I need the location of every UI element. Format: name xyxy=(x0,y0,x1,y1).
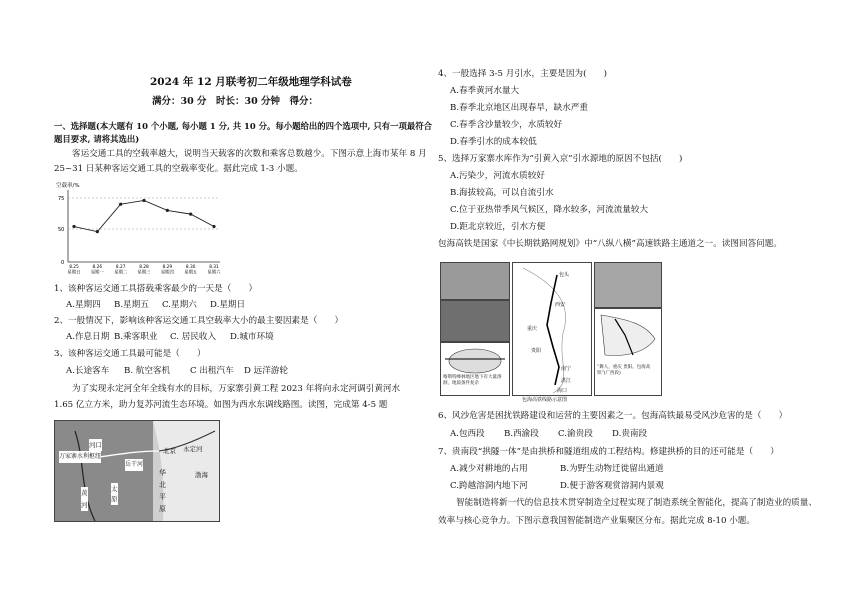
q3-option-d: D 远洋游轮 xyxy=(244,366,288,376)
q7-option-a: A.减少对耕地的占用 xyxy=(450,464,528,474)
q7-option-c: C.跨越溶洞内地下河 xyxy=(450,481,528,491)
label-beijing: 北京 xyxy=(163,447,176,455)
q2-option-d: D.城市环境 xyxy=(230,332,274,342)
karst-note: 喀斯特峰林地区地下有大量溶洞，地质条件复杂 xyxy=(443,375,502,386)
q2-option-a: A.作息日期 xyxy=(66,332,110,342)
page-title: 2024 年 12 月联考初二年级地理学科试卷 xyxy=(150,76,352,88)
x-tick-label: 星期五 xyxy=(184,270,198,276)
x-tick-label: 8.27 xyxy=(115,265,126,270)
section-heading-cont: 题目要求, 请将其选出) xyxy=(54,134,140,144)
city-guiyang: 贵阳 xyxy=(531,348,542,354)
question-3: 3、该种客运交通工具最可能是（ ） xyxy=(54,349,206,359)
intro-q8-10: 智能制造将新一代的信息技术贯穿制造全过程实现了制造系统全智能化，提高了制造业的质量、 xyxy=(456,498,817,508)
label-yuan: 原 xyxy=(159,505,166,513)
q1-option-a: A.星期四 xyxy=(66,300,101,310)
ytick-0: 0 xyxy=(61,260,65,266)
q6-option-c: C.渝贵段 xyxy=(558,429,593,439)
tunnel-diagram xyxy=(440,342,510,396)
data-point xyxy=(166,209,169,212)
x-tick-label: 星期三 xyxy=(137,270,151,276)
occupancy-chart xyxy=(54,178,224,276)
route-map xyxy=(512,262,592,396)
data-point xyxy=(212,225,215,228)
q4-option-a: A.春季黄河水量大 xyxy=(450,86,520,96)
question-1: 1、该种客运交通工具搭载乘客最少的一天是（ ） xyxy=(54,284,258,294)
q1-option-b: B.星期五 xyxy=(114,300,149,310)
label-he: 河 xyxy=(81,501,88,509)
x-tick-label: 8.25 xyxy=(69,265,79,270)
question-2: 2、一般情况下，影响该种客运交通工具空载率大小的最主要因素是（ ） xyxy=(54,316,344,326)
q2-option-c: C. 居民收入 xyxy=(170,332,217,342)
q6-option-b: B.西渝段 xyxy=(504,429,539,439)
guangxi-note: “舞人，重庆 贵阳。包海高铁”(广西段) xyxy=(597,365,651,376)
karst-photo xyxy=(440,300,510,342)
x-tick-label: 星期日 xyxy=(67,270,81,276)
ytick-50: 50 xyxy=(58,227,65,233)
question-4: 4、一般选择 3-5 月引水，主要是因为( ) xyxy=(438,69,607,79)
intro-q4-5: 为了实现永定河全年全线有水的目标，万家寨引黄工程 2023 年将向永定河调引黄河水 xyxy=(72,384,401,394)
page-subtitle: 满分：30 分 时长：30 分钟 得分： xyxy=(152,96,319,107)
label-hekou: 河口 xyxy=(89,441,102,449)
section-heading: 一、选择题(本大题有 10 个小题, 每小题 1 分, 共 10 分。每小题给出的四个选项中, 只有一项最符合 xyxy=(54,121,432,131)
q5-option-c: C.位于亚热带季风气候区，降水较多，河流流量较大 xyxy=(450,205,649,215)
x-tick-label: 8.30 xyxy=(185,265,196,270)
mountain-terrain xyxy=(55,421,153,521)
city-baotou: 包头 xyxy=(559,272,570,278)
question-6: 6、风沙危害是困扰铁路建设和运营的主要因素之一。包海高铁最易受风沙危害的是（ ） xyxy=(438,411,788,421)
city-zhanjiang: 湛江 xyxy=(561,378,572,384)
q1-option-d: D.星期日 xyxy=(210,300,246,310)
tunnel-sketch xyxy=(441,343,509,375)
label-bohai: 渤海 xyxy=(195,471,208,479)
intro-q4-5-cont: 1.65 亿立方米，助力复苏河流生态环境。如图为西水东调线路图。读图，完成第 4-5 题 xyxy=(54,400,388,410)
intro-q1-3-cont: 25~31 日某种客运交通工具的空载率变化。据此完成 1-3 小题。 xyxy=(54,164,303,174)
label-taiyuan: 原 xyxy=(111,495,118,503)
question-7: 7、贵南段“拱隧一体”是由拱桥和隧道组成的工程结构。修建拱桥的目的还可能是（ ） xyxy=(438,447,779,457)
city-chongqing: 重庆 xyxy=(527,326,538,332)
q6-option-d: D.贵南段 xyxy=(612,429,648,439)
label-ping: 平 xyxy=(159,493,166,501)
label-wanjiazhai: 万家寨水利枢纽 xyxy=(59,451,101,463)
data-point xyxy=(72,225,75,228)
label-tai: 太 xyxy=(111,485,118,493)
x-tick-label: 8.29 xyxy=(162,265,173,270)
label-yuegan-river: 岳干河 xyxy=(125,459,143,471)
label-bei: 北 xyxy=(159,481,166,489)
data-point xyxy=(96,230,99,233)
q7-option-d: D.便于游客观赏溶洞内景观 xyxy=(560,481,664,491)
chart-ylabel: 空载率/% xyxy=(56,183,80,189)
q2-option-b: B.乘客职业 xyxy=(114,332,158,342)
route-map-svg xyxy=(513,263,591,395)
q3-option-b: B. 航空客机 xyxy=(124,366,171,376)
data-point xyxy=(189,213,192,216)
x-tick-label: 星期六 xyxy=(207,270,221,276)
q7-option-b: B.为野生动物迁徙留出通道 xyxy=(560,464,664,474)
data-point xyxy=(142,199,145,202)
city-haikou: 海口 xyxy=(557,388,568,394)
q4-option-b: B.春季北京地区出现春旱，缺水严重 xyxy=(450,103,588,113)
q5-option-d: D.距北京较近，引水方便 xyxy=(450,222,546,232)
intro-q1-3: 客运交通工具的空载率越大，说明当天载客的次数和乘客总数越少。下图示意上海市某年 8 月 xyxy=(72,149,427,159)
q4-option-d: D.春季引水的成本较低 xyxy=(450,137,537,147)
city-nanning: 南宁 xyxy=(561,366,572,372)
guangxi-map-svg xyxy=(595,309,661,363)
x-tick-label: 星期二 xyxy=(114,270,128,276)
question-5: 5、选择万家寨水库作为“引黄入京”引水源地的原因不包括( ) xyxy=(438,154,683,164)
water-diversion-map xyxy=(54,420,220,522)
baohai-railway xyxy=(547,275,559,385)
ytick-75: 75 xyxy=(58,196,65,202)
x-tick-label: 8.28 xyxy=(139,265,149,270)
q5-option-a: A.污染少，河流水质较好 xyxy=(450,171,545,181)
data-point xyxy=(119,203,122,206)
intro-q6-7: 包海高铁是国家《中长期铁路网规划》中“八纵八横”高速铁路主通道之一。读图回答问题。 xyxy=(438,239,782,249)
label-yongding-river: 永定河 xyxy=(183,445,203,453)
label-hua: 华 xyxy=(159,469,166,477)
guangxi-map xyxy=(594,308,662,396)
q3-option-c: C 出租汽车 xyxy=(190,366,234,376)
q3-option-a: A.长途客车 xyxy=(66,366,110,376)
desert-photo xyxy=(440,262,510,300)
guangxi-outline xyxy=(601,315,655,355)
x-tick-label: 8.26 xyxy=(92,265,103,270)
arch-bridge-photo xyxy=(594,262,662,308)
x-tick-label: 星期一 xyxy=(90,270,104,276)
karst-cave xyxy=(449,349,501,373)
x-tick-label: 8.31 xyxy=(209,265,219,270)
route-map-caption: 包海高铁线路示意图 xyxy=(522,397,568,403)
q5-option-b: B.海拔较高，可以自流引水 xyxy=(450,188,554,198)
intro-q8-10-cont: 效率与核心竞争力。下图示意我国智能制造产业集聚区分布。据此完成 8-10 小题。 xyxy=(438,516,755,526)
series-line xyxy=(74,200,214,231)
city-xian: 西安 xyxy=(555,302,566,308)
q4-option-c: C.春季含沙量较少，水质较好 xyxy=(450,120,563,130)
q1-option-c: C.星期六 xyxy=(162,300,197,310)
label-huang: 黄 xyxy=(81,489,88,497)
x-tick-label: 星期四 xyxy=(160,270,174,276)
railway-figure xyxy=(440,258,662,403)
q6-option-a: A.包西段 xyxy=(450,429,485,439)
